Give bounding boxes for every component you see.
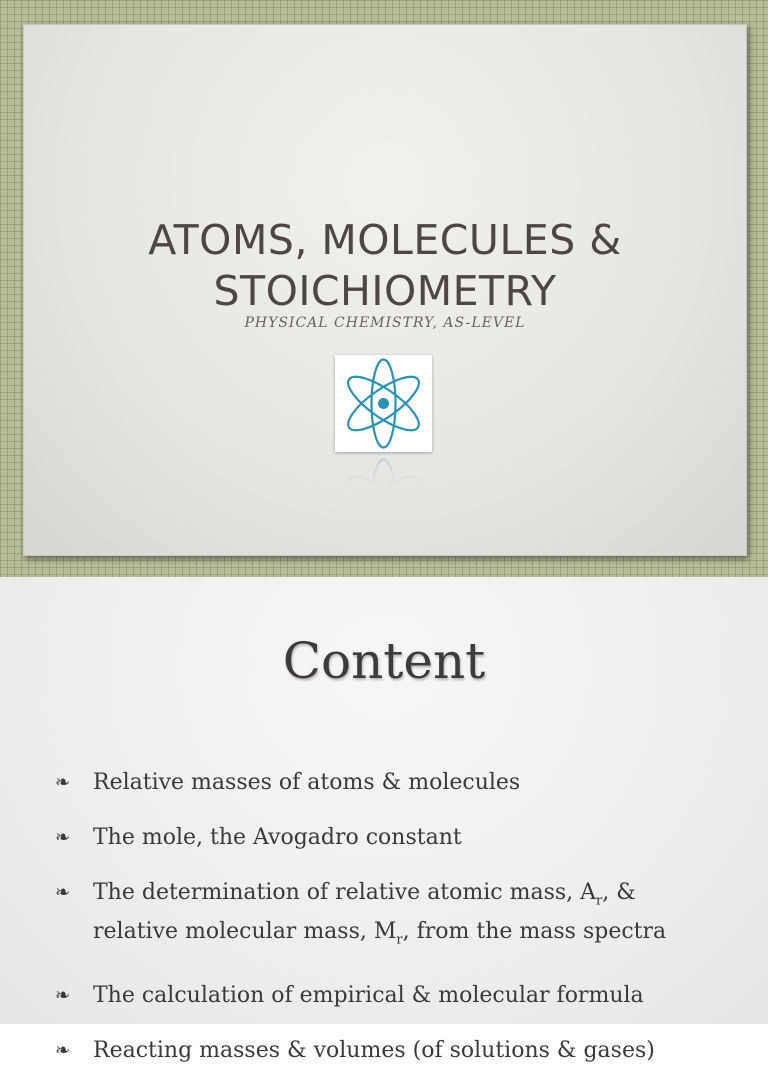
list-item: [55, 767, 745, 798]
title-card: [23, 24, 747, 556]
fleuron-bullet-icon: ❧: [55, 984, 71, 1006]
text-part: , from the mass spectra: [402, 919, 667, 945]
list-item-text: The calculation of empirical & molecular formula: [93, 982, 644, 1008]
list-item-text-line1: [93, 877, 745, 916]
list-item-text-line2: [93, 916, 745, 955]
slide-title: [24, 215, 746, 317]
slide-title-line2: STOICHIOMETRY: [213, 267, 557, 315]
content-list: [55, 767, 745, 1090]
list-item-text: The mole, the Avogadro constant: [93, 825, 462, 850]
fleuron-bullet-icon: ❧: [55, 772, 71, 793]
text-part: relative molecular mass, M: [93, 919, 397, 945]
list-item: [55, 877, 745, 956]
list-item-text: Reacting masses & volumes (of solutions & gases): [93, 1037, 655, 1063]
subscript: r: [596, 893, 603, 909]
atom-icon-reflection: [335, 455, 432, 485]
fleuron-bullet-icon: ❧: [55, 827, 71, 848]
content-title: Content: [282, 632, 486, 690]
fleuron-bullet-icon: ❧: [55, 882, 71, 903]
list-item: [55, 822, 745, 853]
slide-subtitle: PHYSICAL CHEMISTRY, AS-LEVEL: [244, 315, 526, 331]
subscript: r: [396, 932, 403, 948]
content-slide: [0, 577, 768, 1063]
list-item-text: Relative masses of atoms & molecules: [93, 770, 521, 795]
text-part: The determination of relative atomic mass, A: [93, 880, 597, 905]
list-item: [55, 980, 745, 1011]
fleuron-bullet-icon: ❧: [55, 1039, 71, 1061]
slide-title-line1: ATOMS, MOLECULES &: [148, 216, 622, 264]
atom-icon: [335, 355, 432, 452]
list-item: [55, 1035, 745, 1066]
text-part: , &: [602, 880, 636, 905]
